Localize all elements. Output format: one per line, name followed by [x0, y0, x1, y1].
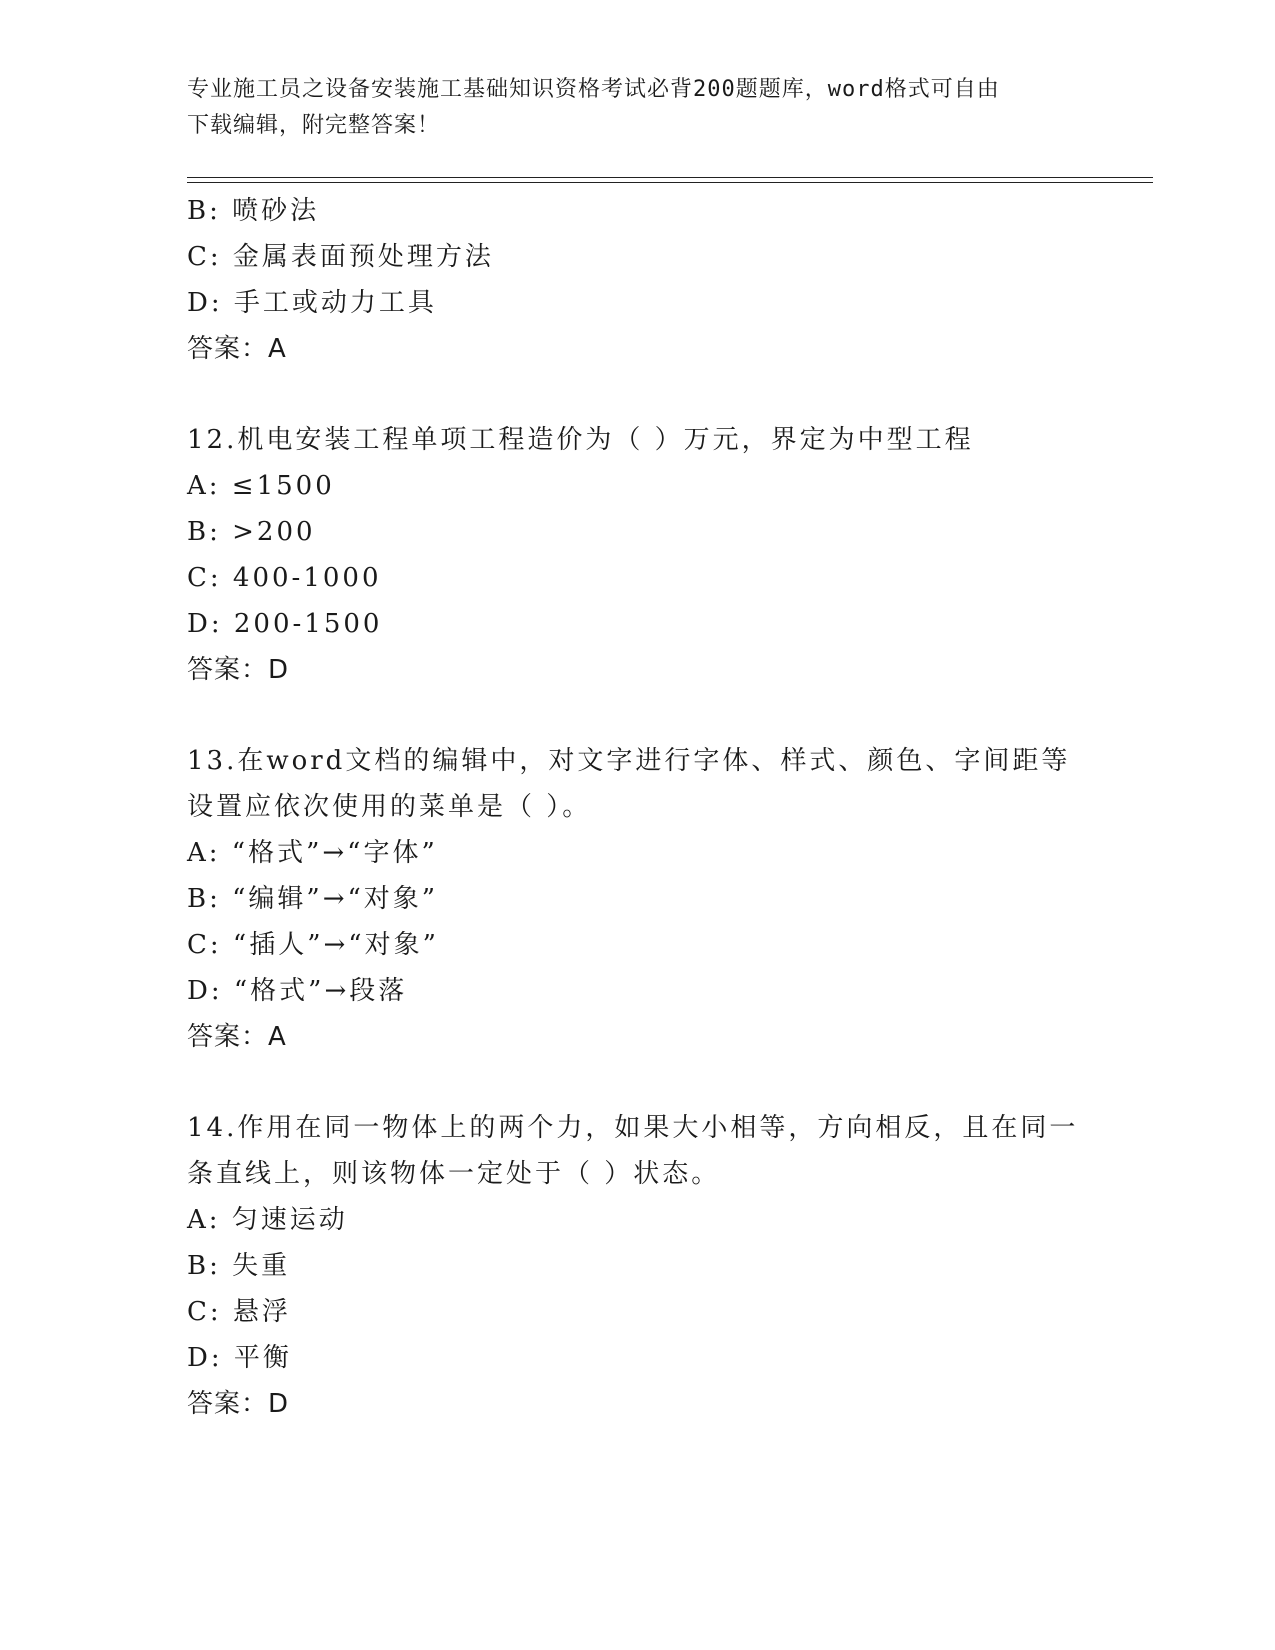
answer-line: 答案：D: [187, 1389, 290, 1419]
option-d: D: “格式”→段落: [187, 976, 408, 1006]
spacer: [187, 372, 1087, 417]
option-c: C: 金属表面预处理方法: [187, 242, 494, 272]
question-stem-line-1: 13.在word文档的编辑中，对文字进行字体、样式、颜色、字间距等: [187, 746, 1071, 776]
option-a: A: ≤1500: [187, 471, 335, 501]
question-stem-line-2: 条直线上，则该物体一定处于（ ）状态。: [187, 1159, 721, 1189]
question-block-13: [187, 738, 1087, 1060]
option-b: B: >200: [187, 517, 316, 547]
question-list: [187, 188, 1087, 1427]
option-d: D: 200-1500: [187, 609, 383, 639]
spacer: [187, 693, 1087, 738]
question-block-12: [187, 417, 1087, 693]
option-b: B: 失重: [187, 1251, 291, 1281]
header-divider-top: [187, 177, 1153, 178]
option-d: D: 手工或动力工具: [187, 288, 437, 318]
answer-line: 答案：D: [187, 655, 290, 685]
question-block-14: [187, 1105, 1087, 1427]
option-c: C: “插人”→“对象”: [187, 930, 439, 960]
question-block-11-tail: [187, 188, 1087, 372]
option-c: C: 400-1000: [187, 563, 382, 593]
header-title-line-1: 专业施工员之设备安装施工基础知识资格考试必背200题题库，word格式可自由: [187, 77, 1000, 102]
option-a: A: 匀速运动: [187, 1205, 348, 1235]
header-divider-bottom: [187, 182, 1153, 183]
option-c: C: 悬浮: [187, 1297, 291, 1327]
question-stem-line-1: 14.作用在同一物体上的两个力，如果大小相等，方向相反，且在同一: [187, 1113, 1079, 1143]
document-header: [187, 72, 1067, 144]
option-a: A: “格式”→“字体”: [187, 838, 438, 868]
option-d: D: 平衡: [187, 1343, 292, 1373]
question-stem: 12.机电安装工程单项工程造价为（ ）万元，界定为中型工程: [187, 425, 974, 455]
question-stem-line-2: 设置应依次使用的菜单是（ ）。: [187, 792, 592, 822]
option-b: B: 喷砂法: [187, 196, 320, 226]
option-b: B: “编辑”→“对象”: [187, 884, 439, 914]
answer-line: 答案：A: [187, 334, 287, 364]
answer-line: 答案：A: [187, 1022, 287, 1052]
header-title-line-2: 下载编辑，附完整答案！: [187, 113, 441, 138]
spacer: [187, 1060, 1087, 1105]
